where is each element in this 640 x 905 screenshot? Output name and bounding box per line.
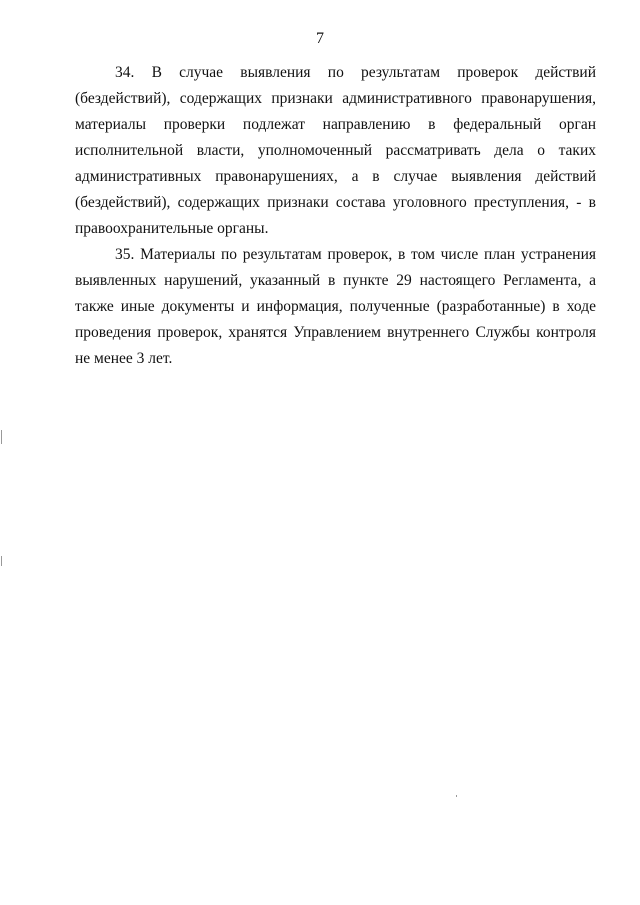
paragraph-35: 35. Материалы по результатам проверок, в том числе план устранения выявленных нарушений, указанный в пункте 29 настоящего Регламента, а также иные документы и информация, полученные (разработанные) в ходе проведения проверок, хранятся Управлением внутреннего Службы контроля не менее 3 лет.	[75, 246, 596, 367]
page-number: 7	[316, 30, 324, 47]
paragraph-34: 34. В случае выявления по результатам проверок действий (бездействий), содержащих признаки административного правонарушения, материалы проверки подлежат направлению в федеральный орган исполнительной власти, уполномоченный рассматривать дела о таких административных правонарушениях, а в случае выявления действий (бездействий), содержащих признаки состава уголовного преступления, - в правоохранительные органы.	[75, 64, 596, 237]
scan-artifact	[1, 430, 2, 444]
document-body	[75, 60, 596, 372]
scan-artifact	[456, 795, 457, 797]
scan-artifact	[1, 556, 2, 566]
